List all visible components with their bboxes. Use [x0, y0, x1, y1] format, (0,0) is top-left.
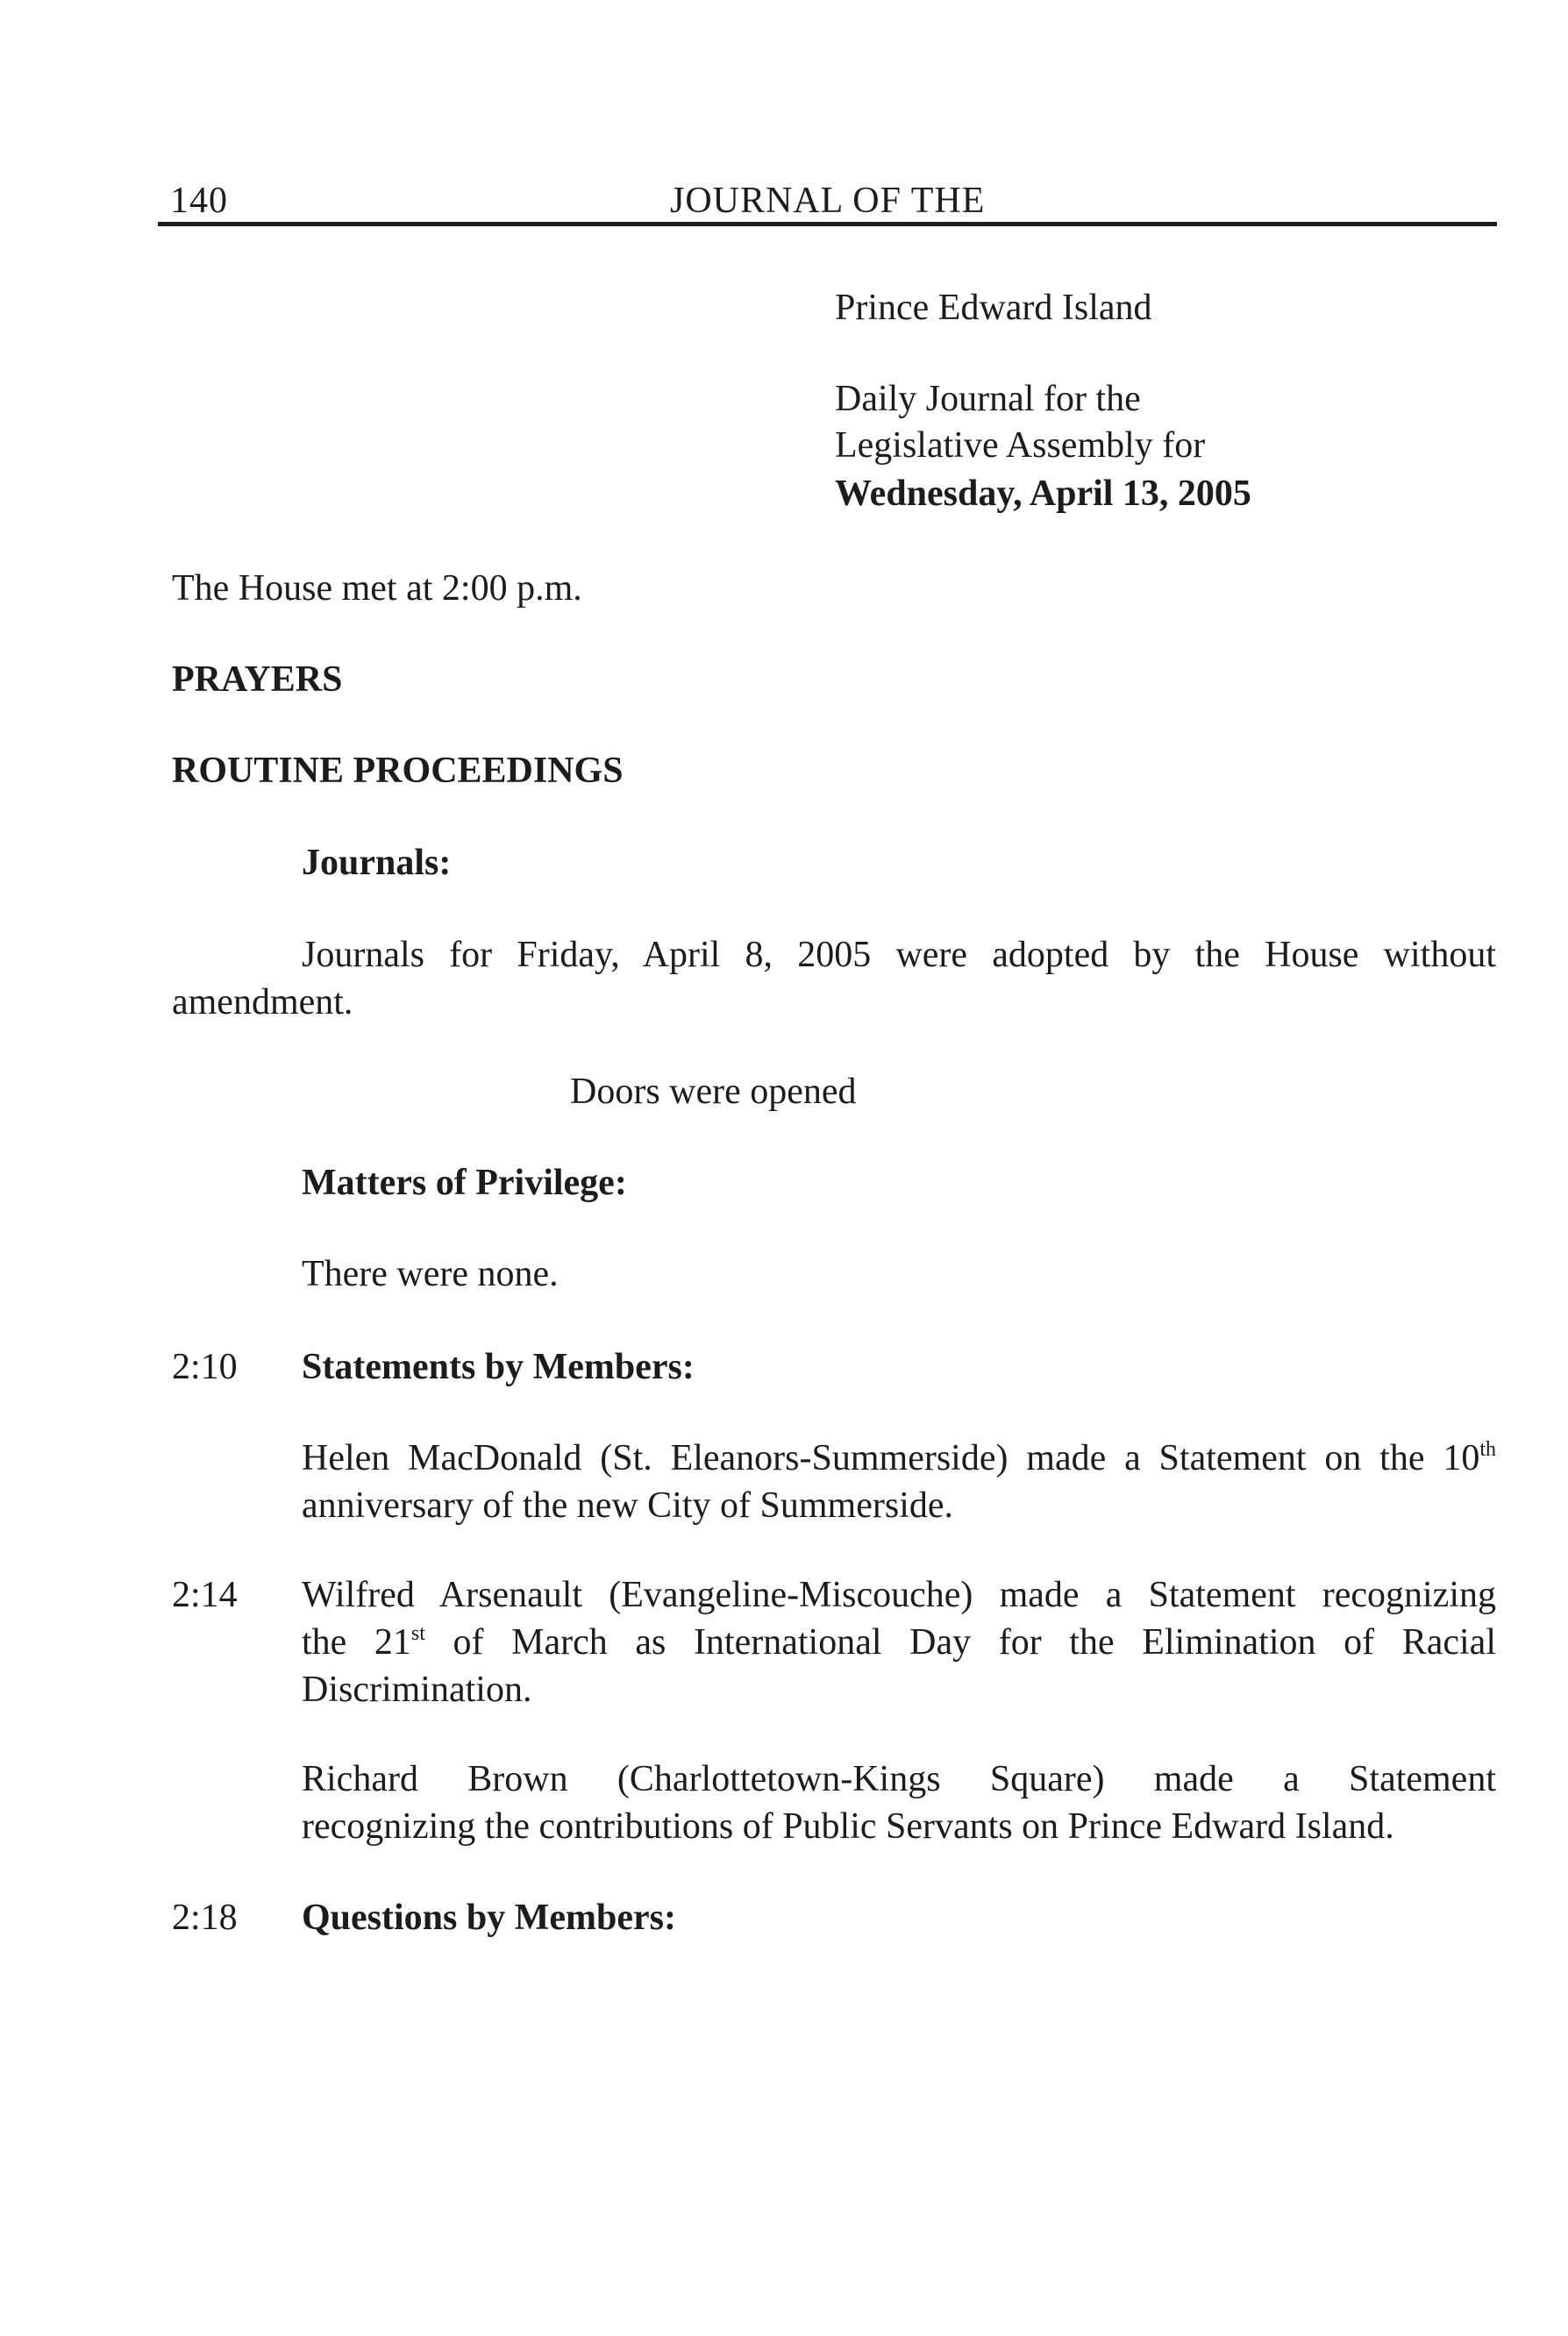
- journals-heading: Journals:: [302, 843, 452, 883]
- masthead-province: Prince Edward Island: [835, 288, 1152, 328]
- privilege-heading: Matters of Privilege:: [302, 1163, 627, 1203]
- journals-paragraph: [172, 931, 1496, 1026]
- doors-opened-note: Doors were opened: [570, 1072, 857, 1112]
- richard-line2: recognizing the contributions of Public Servants on Prince Edward Island.: [302, 1806, 1394, 1847]
- helen-line1-superscript: th: [1479, 1438, 1496, 1461]
- prayers-heading: PRAYERS: [172, 659, 343, 700]
- helen-statement: [302, 1435, 1496, 1529]
- masthead-date: Wednesday, April 13, 2005: [835, 474, 1251, 514]
- richard-statement: [302, 1756, 1496, 1850]
- wilfred-line2: [302, 1619, 1496, 1666]
- richard-line1: Richard Brown (Charlottetown-Kings Square) made a Statement: [302, 1759, 1496, 1799]
- helen-line2: anniversary of the new City of Summerside.: [302, 1485, 953, 1526]
- masthead-line2: Legislative Assembly for: [835, 425, 1206, 466]
- statement-time-2: 2:14: [172, 1575, 238, 1615]
- privilege-text: There were none.: [302, 1254, 559, 1294]
- wilfred-line1: Wilfred Arsenault (Evangeline-Miscouche) made a Statement recognizing: [302, 1575, 1496, 1615]
- page-number: 140: [170, 181, 228, 221]
- helen-line1-text: Helen MacDonald (St. Eleanors-Summerside) made a Statement on the 10: [302, 1438, 1480, 1478]
- running-title: JOURNAL OF THE: [670, 181, 986, 221]
- statements-heading: Statements by Members:: [302, 1347, 695, 1387]
- routine-proceedings-heading: ROUTINE PROCEEDINGS: [172, 751, 624, 791]
- opening-line: The House met at 2:00 p.m.: [172, 568, 582, 609]
- wilfred-line2-start: the 21: [302, 1622, 411, 1663]
- journals-line2: amendment.: [172, 982, 353, 1022]
- wilfred-line2-rest: of March as International Day for the Elimination of Racial: [424, 1622, 1496, 1663]
- wilfred-line2-superscript: st: [410, 1622, 425, 1645]
- questions-time: 2:18: [172, 1898, 238, 1938]
- header-rule: [158, 222, 1497, 226]
- masthead-line1: Daily Journal for the: [835, 379, 1141, 419]
- wilfred-line3: Discrimination.: [302, 1670, 532, 1710]
- journals-line1: Journals for Friday, April 8, 2005 were adopted by the House without: [302, 935, 1496, 975]
- statements-time: 2:10: [172, 1347, 238, 1387]
- questions-heading: Questions by Members:: [302, 1898, 676, 1938]
- wilfred-statement: [302, 1571, 1496, 1713]
- helen-line1: [302, 1435, 1496, 1482]
